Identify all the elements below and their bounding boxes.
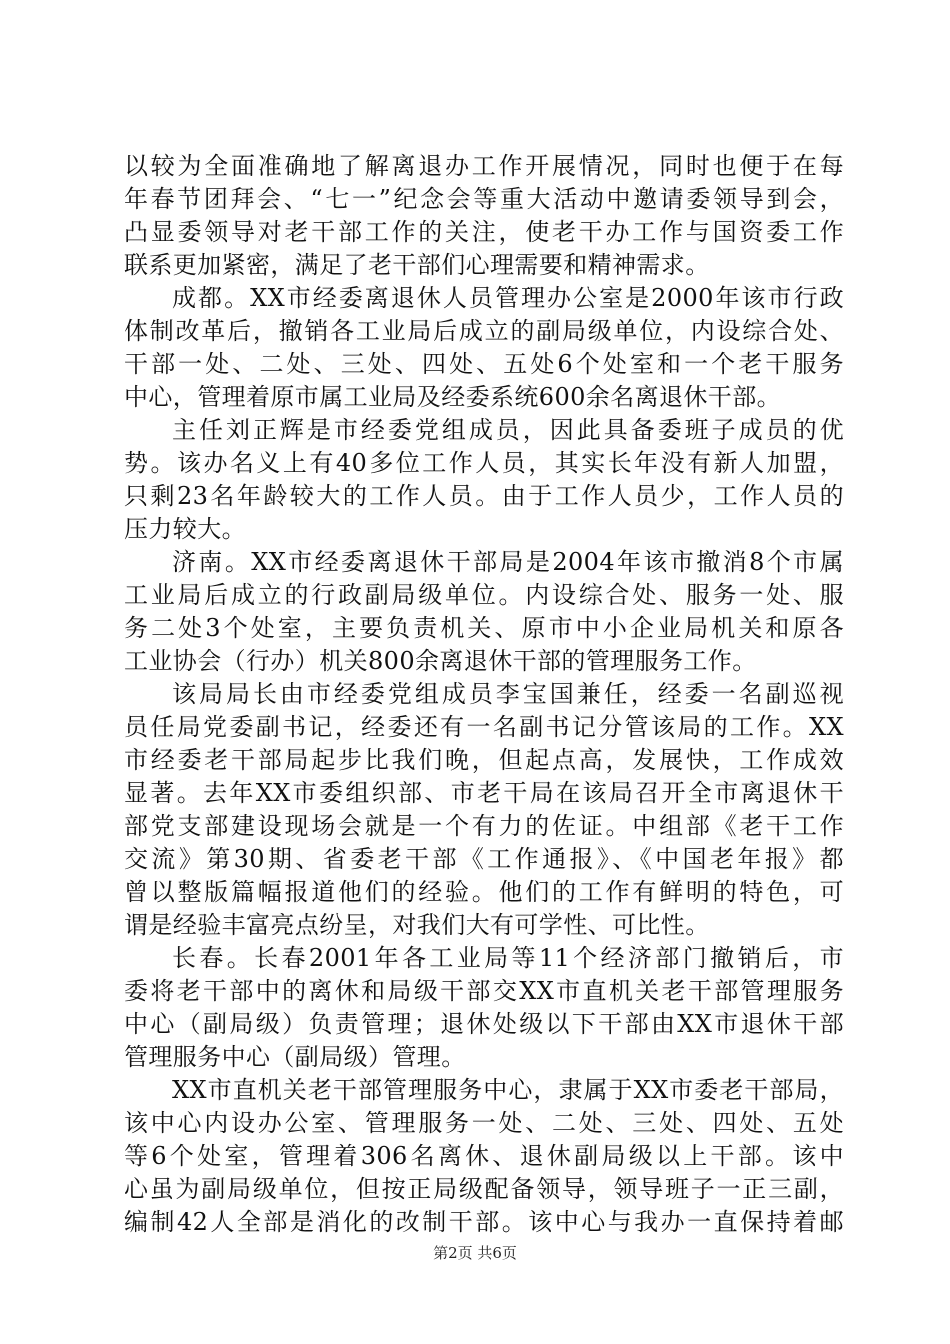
text-line: 以较为全面准确地了解离退办工作开展情况，同时也便于在每 [124, 152, 844, 180]
text-line: 部党支部建设现场会就是一个有力的佐证。中组部《老干工作 [124, 812, 844, 840]
text-line: 中心，管理着原市属工业局及经委系统600余名离退休干部。 [124, 383, 782, 411]
document-body [124, 150, 844, 1239]
text-line: 心虽为副局级单位，但按正局级配备领导，领导班子一正三副， [124, 1175, 844, 1203]
text-line: XX市直机关老干部管理服务中心，隶属于XX市委老干部局， [172, 1076, 844, 1104]
text-line: 压力较大。 [124, 515, 246, 543]
text-line: 该局局长由市经委党组成员李宝国兼任，经委一名副巡视 [172, 680, 844, 708]
text-line: 曾以整版篇幅报道他们的经验。他们的工作有鲜明的特色，可 [124, 878, 844, 906]
text-line: 联系更加紧密，满足了老干部们心理需要和精神需求。 [124, 251, 710, 279]
text-line: 等6个处室，管理着306名离休、退休副局级以上干部。该中 [124, 1142, 844, 1170]
text-line: 年春节团拜会、“七一”纪念会等重大活动中邀请委领导到会， [124, 185, 844, 213]
text-line: 谓是经验丰富亮点纷呈，对我们大有可学性、可比性。 [124, 911, 710, 939]
text-line: 市经委老干部局起步比我们晚，但起点高，发展快，工作成效 [124, 746, 844, 774]
text-line: 该中心内设办公室、管理服务一处、二处、三处、四处、五处 [124, 1109, 844, 1137]
text-line: 交流》第30期、省委老干部《工作通报》、《中国老年报》都 [124, 845, 844, 873]
page-footer: 第2页 共6页 [433, 1244, 517, 1262]
text-line: 显著。去年XX市委组织部、市老干局在该局召开全市离退休干 [124, 779, 844, 807]
text-line: 济南。XX市经委离退休干部局是2004年该市撤消8个市属 [172, 548, 844, 576]
text-line: 管理服务中心（副局级）管理。 [124, 1043, 466, 1071]
text-line: 长春。长春2001年各工业局等11个经济部门撤销后，市 [172, 944, 844, 972]
text-line: 委将老干部中的离休和局级干部交XX市直机关老干部管理服务 [124, 977, 844, 1005]
text-line: 凸显委领导对老干部工作的关注，使老干办工作与国资委工作 [124, 218, 844, 246]
text-line: 成都。XX市经委离退休人员管理办公室是2000年该市行政 [172, 284, 844, 312]
text-line: 务二处3个处室，主要负责机关、原市中小企业局机关和原各 [124, 614, 844, 642]
text-line: 只剩23名年龄较大的工作人员。由于工作人员少，工作人员的 [124, 482, 844, 510]
text-line: 中心（副局级）负责管理；退休处级以下干部由XX市退休干部 [124, 1010, 844, 1038]
text-line: 体制改革后，撤销各工业局后成立的副局级单位，内设综合处、 [124, 317, 844, 345]
text-line: 员任局党委副书记，经委还有一名副书记分管该局的工作。XX [124, 713, 844, 741]
text-line: 工业协会（行办）机关800余离退休干部的管理服务工作。 [124, 647, 757, 675]
text-line: 编制42人全部是消化的改制干部。该中心与我办一直保持着邮 [124, 1208, 844, 1236]
text-line: 主任刘正辉是市经委党组成员，因此具备委班子成员的优 [172, 416, 844, 444]
text-line: 干部一处、二处、三处、四处、五处6个处室和一个老干服务 [124, 350, 844, 378]
text-line: 势。该办名义上有40多位工作人员，其实长年没有新人加盟， [124, 449, 844, 477]
text-line: 工业局后成立的行政副局级单位。内设综合处、服务一处、服 [124, 581, 844, 609]
